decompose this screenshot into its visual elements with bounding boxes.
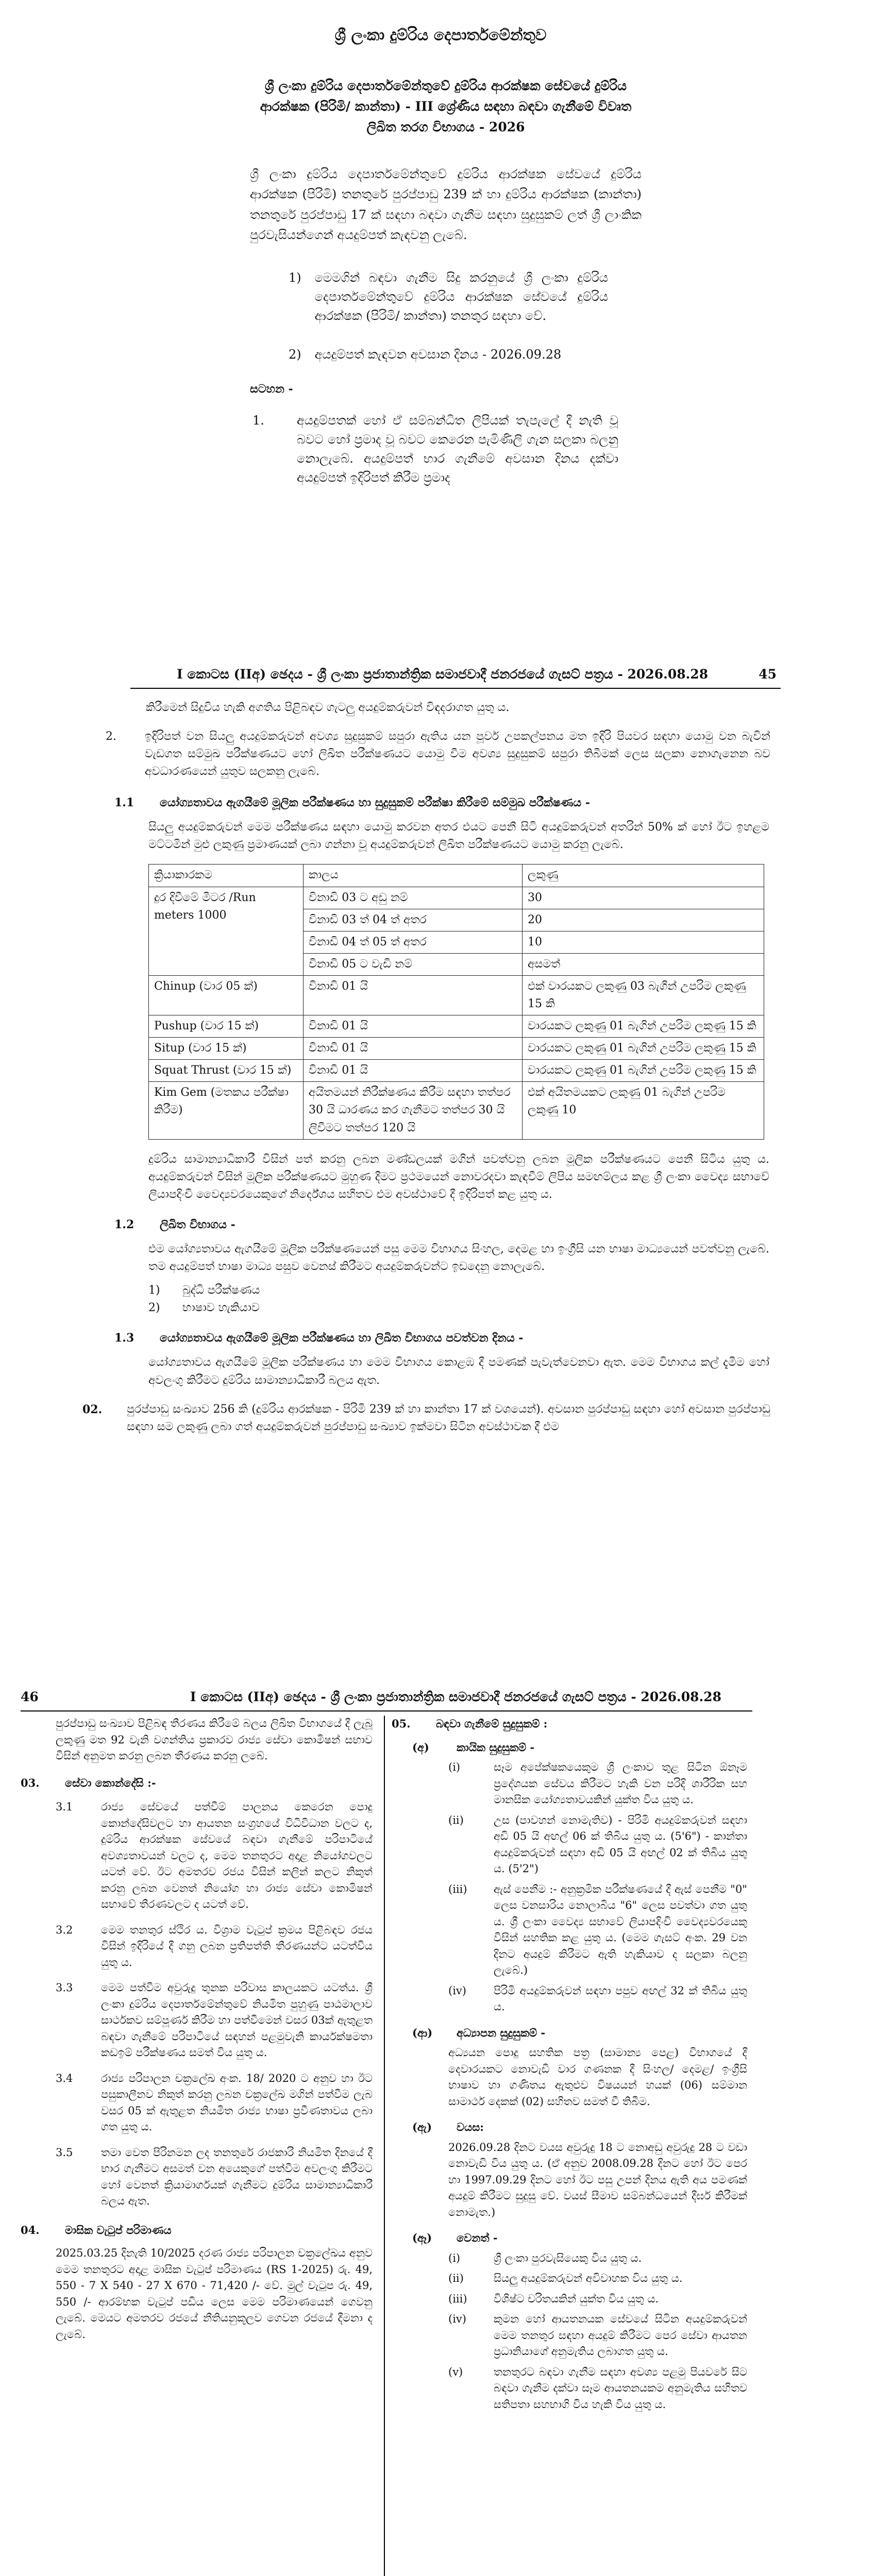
list-item: 3.4 රාජ්‍ය පරිපාලන චක්‍රලේඛ අංක. 18/ 2020 ට අනුව හා ඊට පසුකාලීනව නිකුත් කරනු ලබන චක්‍රලේඛ මගින් පත්වීම ලැබ වසර 05 ක් ඇතුළත නියමිත රාජ්‍ය භාෂා ප්‍රවීණතාවය ලබා ගත යුතු ය. — [56, 2072, 373, 2133]
list-item: (ii) උස (පාවහන් නොමැතිව) - පිරිමි අයදුම්කරුවන් සඳහා අඩි 05 යි අඟල් 06 ක් තිබිය යුතු ය. (5'6") - කාන්තා අයදුම්කරුවන් සඳහා අඩි 05 යි අඟල් 02 ක් තිබිය යුතු ය. (5'2") — [448, 1814, 747, 1875]
column-header: ලකුණු — [523, 865, 764, 887]
note-label: සටහන - — [250, 382, 293, 396]
section-04-title: 04. මාසික වැටුප් පරිමාණය — [21, 2223, 172, 2236]
marks-cell: වාරයකට ලකුණු 01 බැගින් උපරිම ලකුණු 15 කි — [523, 1015, 764, 1038]
gazette-page-46 — [0, 1687, 876, 2411]
page-header — [130, 665, 781, 689]
subsection-b-text: අධ්‍යයන පොදු සහතික පත්‍ර (සාමාන්‍ය පෙළ) විභාගයේ දී දෙවාරයකට නොවැඩි වාර ගණනක දී සිංහල/ දෙමළ/ ඉංග්‍රීසි භාෂාව හා ගණිතය ඇතුළුව විෂයයන් හයක් (06) සම්මාන සාමාර්ථ දෙකක් (02) සහිතව සමත් වී තිබීම. — [448, 2046, 747, 2108]
time-cell: විනාඩි 01 යි — [304, 975, 523, 1015]
time-cell: විනාඩි 03 ත් 04 ත් අතර — [304, 909, 523, 931]
table-row — [149, 1038, 764, 1060]
page-header — [21, 1687, 752, 1711]
section-1-2-list — [148, 1282, 876, 1317]
section-05-title: 05. බඳවා ගැනීමේ සුදුසුකම් : — [392, 1717, 548, 1730]
list-item: (i) සෑම අපේක්ෂකයෙකුම ශ්‍රී ලංකාව තුළ සිටින ඕනෑම ප්‍රදේශයක සේවය කිරීමට හැකි වන පරිදි ශාරීරික සහ මානසික යෝග්‍යතාවයකින් යුක්ත විය යුතු ය. — [448, 1761, 747, 1806]
gazette-page-45 — [0, 665, 876, 1436]
column-header: කාලය — [304, 865, 523, 887]
section-04-text: 2025.03.25 දිනැති 10/2025 දරණ රාජ්‍ය පරිපාලන චක්‍රලේඛය අනුව මෙම තනතුරට අදාළ මාසික වැටුප් පරිමාණය (RS 1-2025) රු. 49, 550 - 7 X 540 - 27 X 670 - 71,420 /- වේ. මුල් වැටුප රු. 49, 550 /- ආරම්භක වැටුප් පඩිය ලෙස මෙම පරිමාණයෙන් ගෙවනු ලැබේ. මෙයට අමතරව රජයේ නීතියනුකූලව ගෙවන රජයේ දීමනා ද ලැබේ. — [56, 2247, 373, 2341]
list-item: (ii) සියලු අයදුම්කරුවන් අවිවාහක විය යුතු ය. — [448, 2272, 683, 2284]
marks-cell: 30 — [523, 887, 764, 909]
subsection-b-title: (ආ) අධ්‍යාපන සුදුසුකම් - — [412, 2026, 546, 2039]
marks-cell: එක් වාරයකට ලකුණු 03 බැගින් උපරිම ලකුණු 15 කි — [523, 975, 764, 1015]
list-item: (iii) විශිෂ්ට චරිතයකින් යුක්ත විය යුතු ය. — [448, 2292, 659, 2305]
list-item: 2) භාෂාව හැකියාව — [148, 1301, 260, 1315]
list-item: 1) බුද්ධි පරීක්ෂණය — [148, 1284, 260, 1297]
intro-paragraph: ශ්‍රී ලංකා දුම්රිය දෙපාර්තමේන්තුවේ දුම්රිය ආරක්ෂක සේවයේ දුම්රිය ආරක්ෂක (පිරිමි) තනතුරේ පුරප්පාඩු 239 ක් හා දුම්රිය ආරක්ෂක (කාන්තා) තනතුරේ පුරප්පාඩු 17 ක් සඳහා බඳවා ගැනීම සඳහා සුදුසුකම් ලත් ශ්‍රී ලාංකික පුරවැසියන්ගෙන් අයදුම්පත් කැඳවනු ලැබේ. — [250, 166, 642, 243]
list-item: (v) තනතුරට බඳවා ගැනීම සඳහා අවශ්‍ය පළමු පියවරේ සිට බඳවා ගැනීම දක්වා සෑම ආයතනයකම අනුමැතිය සහිතව සතිපතා සහභාගි විය හැකි විය යුතු ය. — [448, 2365, 747, 2411]
activity-cell: Situp (වාර 15 ක්) — [149, 1038, 304, 1060]
section-03-title: 03. සේවා කොන්දේසි :- — [21, 1776, 156, 1789]
paragraph-02: 02. පුරප්පාඩු සංඛ්‍යාව 256 කි (දුම්රිය ආරක්ෂක - පිරිමි 239 ක් හා කාන්තා 17 ක් වශයෙන්). අවසාන පුරප්පාඩු සඳහා හෝ අවසාන පුරප්පාඩු සඳහා සම ලකුණු ලබා ගත් අයදුම්කරුවන් පුරප්පාඩු සංඛ්‍යාව ඉක්මවා සිටින අවස්ථාවක දී එම — [82, 1402, 770, 1433]
list-item: (iv) කුමන හෝ ආයතනයක සේවයේ සිටින අයදුම්කරුවන් මෙම තනතුර සඳහා අයදුම් කිරීමට පෙර සේවා ආයතන ප්‍රධානියාගේ අනුමැතිය ලබාගත යුතු ය. — [448, 2313, 747, 2358]
subsection-a-title: (අ) කායික සුදුසුකම් - — [412, 1740, 535, 1754]
exam-title: ශ්‍රී ලංකා දුම්රිය දෙපාර්තමේන්තුවේ දුම්රිය ආරක්ෂක සේවයේ දුම්රිය ආරක්ෂක (පිරිමි/ කාන්තා) - III ශ්‍රේණිය සඳහා බඳවා ගැනීමේ විවෘත ලිඛිත තරග විභාගය - 2026 — [260, 78, 632, 134]
time-cell: විනාඩි 04 ත් 05 ත් අතර — [304, 931, 523, 953]
activity-cell: දුර දිවීමේ මීටර /Run meters 1000 — [149, 887, 304, 975]
activity-cell: Kim Gem (මතකය පරීක්ෂා කිරීම) — [149, 1082, 304, 1139]
table-row — [149, 1082, 764, 1139]
right-column — [392, 1716, 752, 2413]
after-table-text: දුම්රිය සාමාන්‍යාධිකාරී විසින් පත් කරනු ලබන මණ්ඩලයක් මගින් පවත්වනු ලබන මූලික පරීක්ෂණයට පෙනී සිටිය යුතු ය. අයදුම්කරුවන් විසින් මූලික පරීක්ෂණයට මුහුණ දීමට ප්‍රථමයෙන් නොවරදවා කැඳවීම් ලිපිය සමඟම්ලය කළ ශ්‍රී ලංකා වෛද්‍ය සභාවේ ලියාපදිංචි වෛද්‍යවරයෙකුගේ නිර්දේශය සහිතව එම අවස්ථාවේ දී ඉදිරිපත් කළ යුතු ය. — [148, 1153, 769, 1201]
time-cell: විනාඩි 01 යි — [304, 1015, 523, 1038]
marks-cell: වාරයකට ලකුණු 01 බැගින් උපරිම ලකුණු 15 කි — [523, 1038, 764, 1060]
table-row — [149, 1015, 764, 1038]
column-header: ක්‍රියාකාරකම — [149, 865, 304, 887]
activity-cell: Chinup (වාර 05 ක්) — [149, 975, 304, 1015]
time-cell: අයිතමයන් නිරීක්ෂණය කිරීම සඳහා තත්පර 30 යි ධාරණය කර ගැනීමට තත්පර 30 යි ලිවීමට තත්පර 120 යි — [304, 1082, 523, 1139]
marks-cell: 10 — [523, 931, 764, 953]
marks-cell: එක් අයිතමයකට ලකුණු 01 බැගින් උපරිම ලකුණු 10 — [523, 1082, 764, 1139]
list-item: (iii) ඇස් පෙනීම :- අනුක්‍රමික පරීක්ෂණයේ දී ඇස් පෙනීම "0" ලෙස වනසාරිය නොලාබිය "6" ලෙස පවත්වා ගත යුතු ය. ශ්‍රී ලංකා වෛද්‍ය සභාවේ ලියාපදිංචි වෛද්‍යවරයෙකු විසින් සහතික කළ යුතු ය. (මෙම ගැසට් අංක. 29 වන දිනට අයදුම් කිරීමට ඇති හැකියාව ද සලකා බලනු ලැබේ.) — [448, 1883, 747, 1976]
page-number: 46 — [21, 1689, 39, 1704]
subsection-c-title: (ඇ) වයස: — [412, 2121, 484, 2133]
list-item: 2) අයදුම්පත් කැඳවන අවසාන දිනය - 2026.09.28 — [289, 347, 562, 362]
header-title: I කොටස (IIඅ) ඡෙදය - ශ්‍රී ලංකා ප්‍රජාතාන්ත්‍රික සමාජවාදී ජනරජයේ ගැසට් පත්‍රය - 2026.08.28 — [177, 667, 709, 682]
page1-item-list — [289, 268, 608, 365]
section-1-1-text: සියලු අයදුම්කරුවන් මෙම පරීක්ෂණය සඳහා යොමු කරවන අතර එයට පෙනී සිටි අයදුම්කරුවන් අතරින් 50% ක් හෝ ඊට ඉහළම මට්ටමින් මුළු ලකුණු ප්‍රමාණයක් ලබා ගන්නා වූ අයදුම්කරුවන් ලිඛිත පරීක්ෂණයට යොමු කරනු ලැබේ. — [148, 821, 769, 852]
department-title: ශ්‍රී ලංකා දුම්රිය දෙපාර්තමේන්තුව — [334, 26, 547, 44]
column-divider — [384, 1716, 385, 2576]
time-cell: විනාඩි 03 ට අඩු නම් — [304, 887, 523, 909]
left-lead: පුරප්පාඩු සංඛ්‍යාව පිළිබඳ තීරණය කිරීමේ බලය ලිඛිත විභාගයේ දී ලැබූ ලකුණු මත 92 වැනි වගන්තිය ප්‍රකාරව රාජ්‍ය සේවා කොමිෂන් සභාව විසින් අනුමත කරනු ලබන තීරණය කරනු ලබේ. — [56, 1717, 373, 1762]
fitness-test-table — [148, 864, 764, 1139]
list-item: 3.5 තමා වෙත පිරිනමන ලද තනතුරේ රාජකාරි නියමිත දිනයේ දී භාර ගැනීමට අසමත් වන අයෙකුගේ පත්වීම අවලංගු කිරීමට හෝ වෙනත් ක්‍රියාමාර්ගයක් ගැනීමට දුම්රිය සාමාන්‍යාධිකාරී බලය ඇත. — [56, 2146, 373, 2207]
section-1-3-text: යෝග්‍යතාවය ඇගයීමේ මූලික පරීක්ෂණය හා මෙම විභාගය කොළඹ දී පමණක් පැවැත්වෙනවා ඇත. මෙම විභාගය කල් දැමීම හෝ අවලංගු කිරීමට දුම්රිය සාමාන්‍යාධිකාරී බලය ඇත. — [148, 1356, 769, 1387]
list-item: 3.3 මෙම පත්වීම අවුරුදු තුනක පරිවාස කාලයකට යටත්ය. ශ්‍රී ලංකා දුම්රිය දෙපාර්තමේන්තුවේ නියමිත පුහුණු පාඨමාලාව සාර්ථකව සම්පූර්ණ කිරීම හා පත්වීමෙන් වසර 03ක් ඇතුළත බඳවා ගැනීමේ පරිපාටියේ සඳහන් පළමුවැනි කාර්යක්ෂමතා කඩඉම් පරීක්ෂණය සමත් විය යුතු ය. — [56, 1981, 373, 2059]
paragraph-2: 2. ඉදිරිපත් වන සියලු අයදුම්කරුවන් අවශ්‍ය සුදුසුකම් සපුරා ඇතිය යන පූර්ව උපකල්පනය මත ඉදිරි පියවර සඳහා යොමු වන බැවින් වැඩගත සම්මුඛ පරීක්ෂණයට හෝ ලිඛිත පරීක්ෂණයට යොමු වීම අවශ්‍ය සුදුසුකම් සපුරා තිබීමක් ලෙස සලකා නොගැනෙන බව අවධාරණයෙන් යුතුව සලකනු ලැබේ. — [106, 730, 770, 778]
header-title: I කොටස (IIඅ) ඡෙදය - ශ්‍රී ලංකා ප්‍රජාතාන්ත්‍රික සමාජවාදී ජනරජයේ ගැසට් පත්‍රය - 2026.08.28 — [190, 1689, 721, 1704]
table-row — [149, 887, 764, 909]
section-1-2-title: 1.2 ලිඛිත විභාගය - — [114, 1217, 235, 1231]
activity-cell: Squat Thrust (වාර 15 ක්) — [149, 1060, 304, 1082]
section-1-1-title: 1.1 යෝග්‍යතාවය ඇගයීමේ මූලික පරීක්ෂණය හා සුදුසුකම් පරීක්ෂා කිරීමේ සම්මුඛ පරීක්ෂණය - — [114, 796, 590, 810]
note-item: 1. අයදුම්පතක් හෝ ඒ සම්බන්ධිත ලිපියක් තැපැලේ දී නැති වූ බවට හෝ ප්‍රමාද වූ බවට කෙරෙන පැමිණිලි ගැන සලකා බලනු නොලැබේ. අයදුම්පත් භාර ගැනීමේ අවසාන දිනය දක්වා අයදුම්පත් ඉදිරිපත් කිරීම ප්‍රමාද — [252, 413, 618, 485]
section-1-3-title: 1.3 යෝග්‍යතාවය ඇගයීමේ මූලික පරීක්ෂණය හා ලිඛිත විභාගය පවත්වන දිනය - — [114, 1331, 524, 1345]
gazette-page-1 — [0, 21, 876, 487]
page-number: 45 — [759, 667, 777, 682]
list-item: 3.1 රාජ්‍ය සේවයේ පත්වීම් පාලනය කෙරෙන පොදු කොන්දේසිවලට හා ආයතන සංග්‍රහයේ විධිවිධාන වලට ද, දුම්රිය ආරක්ෂක සේවයේ බඳවා ගැනීමේ පරිපාටියේ අවශ්‍යතාවයන් වලට ද, මෙම තනතුරට අදාළ නියෝගවලට යටත් වේ. ඊට අමතරව රජය විසින් කලින් කලට නිකුත් කරනු ලබන වෙනත් නියෝග හා රාජ්‍ය සේවා කොමිෂන් සභාවේ තීරණවලට ද යටත් වේ. — [56, 1801, 373, 1910]
table-row — [149, 975, 764, 1015]
marks-cell: අසමත් — [523, 953, 764, 975]
list-item: (i) ශ්‍රී ලංකා පුරවැසියෙකු විය යුතු ය. — [448, 2251, 642, 2264]
subsection-d-title: (ඈ) වෙනත් - — [412, 2231, 498, 2244]
marks-cell: 20 — [523, 909, 764, 931]
marks-cell: වාරයකට ලකුණු 01 බැගින් උපරිම ලකුණු 15 කි — [523, 1060, 764, 1082]
lead-line: කිරීමෙන් සිදුවිය හැකි අගතිය පිළිබඳව ගැටලු අයදුම්කරුවන් විඳදරාගත යුතු ය. — [146, 701, 510, 714]
table-header-row — [149, 865, 764, 887]
left-column — [21, 1716, 376, 2343]
list-item: 3.2 මෙම තනතුර ස්ථිර ය. විශ්‍රාම වැටුප් ක්‍රමය පිළිබඳව රජය විසින් ඉදිරියේ දී ගනු ලබන ප්‍රතිපත්ති තීරණයන්ට යටත්විය යුතු ය. — [56, 1923, 373, 1969]
time-cell: විනාඩි 01 යි — [304, 1038, 523, 1060]
section-03-list — [56, 1799, 373, 2210]
subsection-d-list — [448, 2250, 747, 2413]
subsection-a-list — [448, 1759, 747, 2015]
subsection-c-text: 2026.09.28 දිනට වයස අවුරුදු 18 ට නොඅඩු අවුරුදු 28 ට වඩා නොවැඩි විය යුතු ය. (ඒ අනුව 2008.09.28 දිනට හෝ ඊට පෙර හා 1997.09.29 දිනට හෝ ඊට පසු උපන් දිනය ඇති අය පමණක් අයදුම් කිරීමට සුදුසු වේ. වයස් සීමාව සම්බන්ධයෙන් දීර්ඝ කිරීමක් නොමැත.) — [448, 2141, 747, 2218]
list-item: 1) මෙමගින් බඳවා ගැනීම සිදු කරනුයේ ශ්‍රී ලංකා දුම්රිය දෙපාර්තමේන්තුවේ දුම්රිය ආරක්ෂක සේවයේ දුම්රිය ආරක්ෂක (පිරිමි/ කාන්තා) තනතුර සඳහා වේ. — [289, 270, 608, 324]
activity-cell: Pushup (වාර 15 ක්) — [149, 1015, 304, 1038]
list-item: (iv) පිරිමි අයදුම්කරුවන් සඳහා පපුව අඟල් 32 ක් තිබිය යුතු ය. — [448, 1984, 747, 2013]
time-cell: විනාඩි 05 ට වැඩි නම් — [304, 953, 523, 975]
section-1-2-text: එම යෝග්‍යතාවය ඇගයීමේ මූලික පරීක්ෂණයෙන් පසු මෙම විභාගය සිංහල, දෙමළ හා ඉංග්‍රීසි යන භාෂා මාධ්‍යයෙන් පවත්වනු ලැබේ. තම අයදුම්පත් භාෂා මාධ්‍ය පසුව වෙනස් කිරීමට අයදුම්කරුවන්ට ඉඩදෙනු නොලැබේ. — [148, 1243, 769, 1274]
table-row — [149, 1060, 764, 1082]
time-cell: විනාඩි 01 යි — [304, 1060, 523, 1082]
